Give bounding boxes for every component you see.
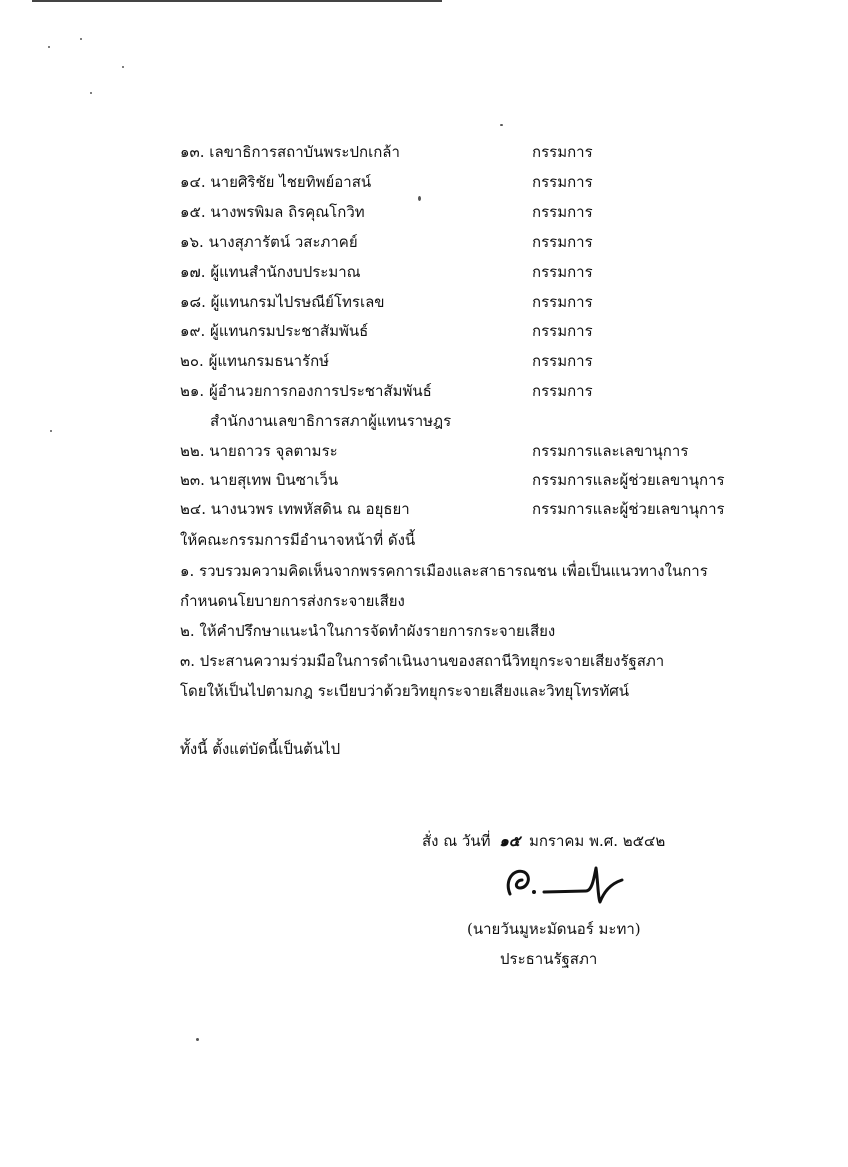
member-name: ๒๓. นายสุเทพ บินซาเว็น (180, 471, 339, 489)
order-date (422, 828, 665, 854)
member-name: ๒๑. ผู้อำนวยการกองการประชาสัมพันธ์ (180, 382, 432, 400)
signer-title: ประธานรัฐสภา (500, 950, 598, 968)
member-name: ๑๔. นายศิริชัย ไชยทิพย์อาสน์ (180, 173, 372, 191)
scan-speck (500, 124, 503, 126)
handwritten-signature (500, 858, 640, 908)
member-row (180, 169, 780, 195)
closing-statement: ทั้งนี้ ตั้งแต่บัดนี้เป็นต้นไป (180, 740, 341, 758)
member-name: ๑๖. นางสุภารัตน์ วสะภาคย์ (180, 233, 358, 251)
member-row (180, 496, 780, 522)
member-name: ๒๒. นายถาวร จุลตามระ (180, 442, 338, 460)
duty-line: กำหนดนโยบายการส่งกระจายเสียง (180, 592, 405, 610)
member-role: กรรมการ (532, 143, 593, 161)
member-name: ๒๐. ผู้แทนกรมธนารักษ์ (180, 352, 330, 370)
member-row (180, 289, 780, 315)
duty-line: ๑. รวบรวมความคิดเห็นจากพรรคการเมืองและสาธารณชน เพื่อเป็นแนวทางในการ (180, 562, 708, 580)
top-rule (32, 0, 442, 2)
member-role: กรรมการ (532, 352, 593, 370)
duties-intro: ให้คณะกรรมการมีอำนาจหน้าที่ ดังนี้ (180, 531, 416, 549)
member-row (180, 139, 780, 165)
scan-speck (196, 1038, 199, 1041)
scan-speck (80, 38, 82, 40)
member-role: กรรมการ (532, 382, 593, 400)
member-row (180, 378, 780, 404)
member-name: ๑๘. ผู้แทนกรมไปรษณีย์โทรเลข (180, 293, 385, 311)
scan-speck (50, 430, 52, 432)
member-row (180, 318, 780, 344)
member-role: กรรมการ (532, 203, 593, 221)
member-role: กรรมการและเลขานุการ (532, 442, 689, 460)
member-name: สำนักงานเลขาธิการสภาผู้แทนราษฎร (210, 412, 452, 430)
duty-line: ๒. ให้คำปรึกษาแนะนำในการจัดทำผังรายการกระจายเสียง (180, 622, 556, 640)
member-row (180, 467, 780, 493)
member-row (180, 229, 780, 255)
scan-speck (48, 46, 50, 48)
member-name: ๒๔. นางนวพร เทพหัสดิน ณ อยุธยา (180, 500, 410, 518)
member-role: กรรมการ (532, 293, 593, 311)
member-name: ๑๙. ผู้แทนกรมประชาสัมพันธ์ (180, 322, 369, 340)
member-role: กรรมการและผู้ช่วยเลขานุการ (532, 471, 725, 489)
member-name: ๑๗. ผู้แทนสำนักงบประมาณ (180, 263, 361, 281)
date-month-year: มกราคม พ.ศ. ๒๕๔๒ (528, 832, 666, 850)
member-role: กรรมการ (532, 263, 593, 281)
member-row-continuation (180, 408, 780, 434)
signer-name: (นายวันมูหะมัดนอร์ มะทา) (467, 920, 641, 938)
member-row (180, 438, 780, 464)
date-day: ๑๕ (499, 832, 521, 850)
member-name: ๑๕. นางพรพิมล ถิรคุณโกวิท (180, 203, 365, 221)
member-name: ๑๓. เลขาธิการสถาบันพระปกเกล้า (180, 143, 400, 161)
member-role: กรรมการ (532, 173, 593, 191)
member-role: กรรมการ (532, 233, 593, 251)
member-row (180, 348, 780, 374)
member-row (180, 259, 780, 285)
member-role: กรรมการ (532, 322, 593, 340)
duty-line: โดยให้เป็นไปตามกฎ ระเบียบว่าด้วยวิทยุกระจายเสียงและวิทยุโทรทัศน์ (180, 682, 629, 700)
member-role: กรรมการและผู้ช่วยเลขานุการ (532, 500, 725, 518)
scan-speck (122, 66, 124, 68)
scan-speck (90, 92, 92, 94)
date-prefix: สั่ง ณ วันที่ (422, 832, 491, 850)
duty-line: ๓. ประสานความร่วมมือในการดำเนินงานของสถานีวิทยุกระจายเสียงรัฐสภา (180, 652, 665, 670)
member-row (180, 199, 780, 225)
